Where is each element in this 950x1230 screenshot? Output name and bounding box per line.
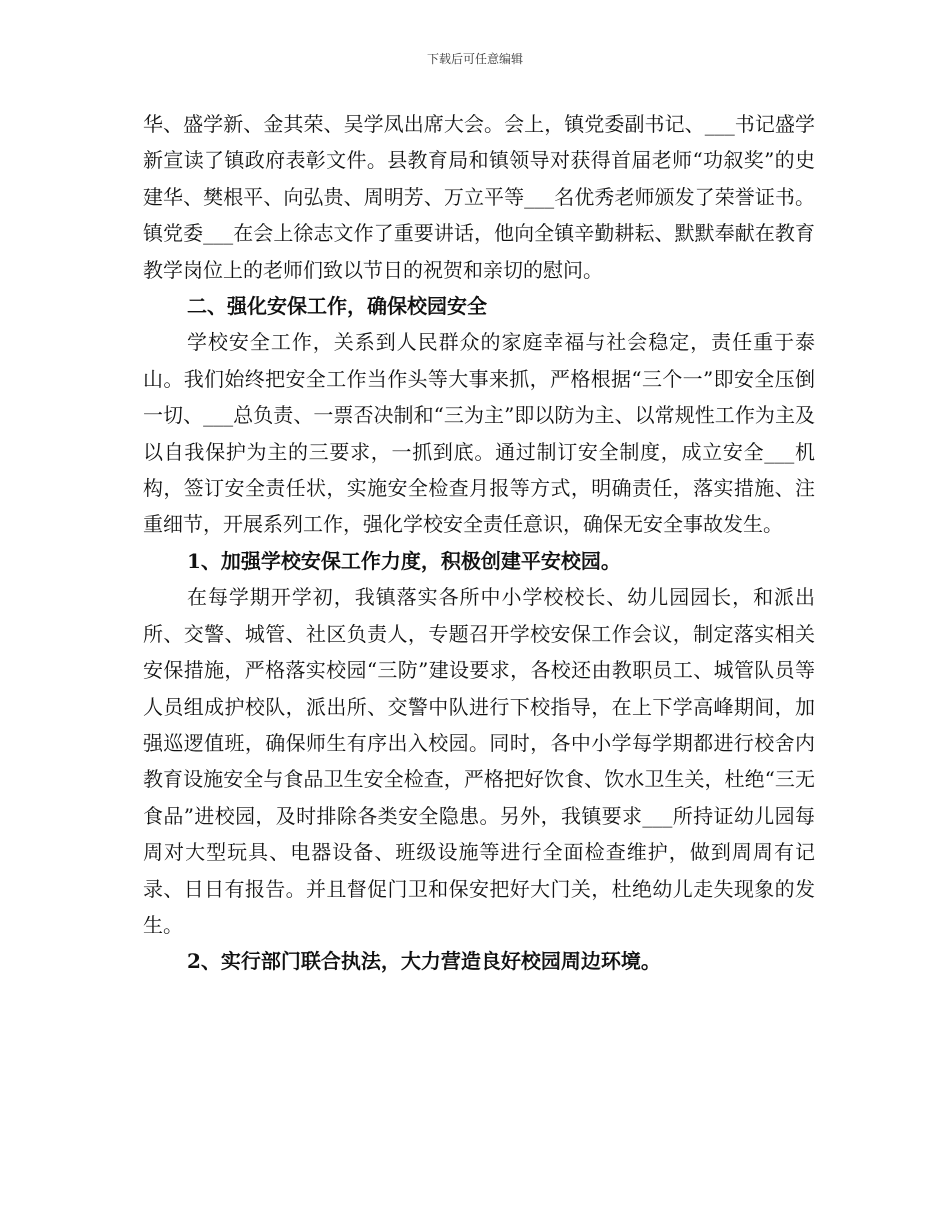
subheading-joint-enforcement: 2、实行部门联合执法，大力营造良好校园周边环境。 [187,949,661,974]
page-header: 下载后可任意编辑 [426,52,523,66]
subheading-safe-campus: 1、加强学校安保工作力度，积极创建平安校园。 [187,548,621,573]
paragraph-award-ceremony: 华、盛学新、金其荣、吴学凤出席大会。会上，镇党委副书记、___书记盛学新宣读了镇政府表彰文件。县教育局和镇领导对获得首届老师“功叙奖”的史建华、樊根平、向弘贵、周明芳、万立平等___名优秀老师颁发了荣誉证书。镇党委___在会上徐志文作了重要讲话，他向全镇辛勤耕耘、默默奉献在教育教学岗位上的老师们致以节日的祝贺和亲切的慰问。 [143,112,815,282]
paragraph-campus-security: 在每学期开学初，我镇落实各所中小学校校长、幼儿园园长，和派出所、交警、城管、社区负责人，专题召开学校安保工作会议，制定落实相关安保措施，严格落实校园“三防”建设要求，各校还由教职员工、城管队员等人员组成护校队，派出所、交警中队进行下校指导，在上下学高峰期间，加强巡逻值班，确保师生有序出入校园。同时，各中小学每学期都进行校舍内教育设施安全与食品卫生安全检查，严格把好饮食、饮水卫生关，杜绝“三无食品”进校园，及时排除各类安全隐患。另外，我镇要求___所持证幼儿园每周对大型玩具、电器设备、班级设施等进行全面检查维护，做到周周有记录、日日有报告。并且督促门卫和保安把好大门关，杜绝幼儿走失现象的发生。 [143,585,815,937]
paragraph-safety-work: 学校安全工作，关系到人民群众的家庭幸福与社会稳定，责任重于泰山。我们始终把安全工作当作头等大事来抓，严格根据“三个一”即安全压倒一切、___总负责、一票否决制和“三为主”即以防为主、以常规性工作为主及以自我保护为主的三要求，一抓到底。通过制订安全制度，成立安全___机构，签订安全责任状，实施安全检查月报等方式，明确责任，落实措施、注重细节，开展系列工作，强化学校安全责任意识，确保无安全事故发生。 [143,330,815,537]
document-body [143,106,815,980]
section-heading-safety: 二、强化安保工作，确保校园安全 [187,294,487,319]
